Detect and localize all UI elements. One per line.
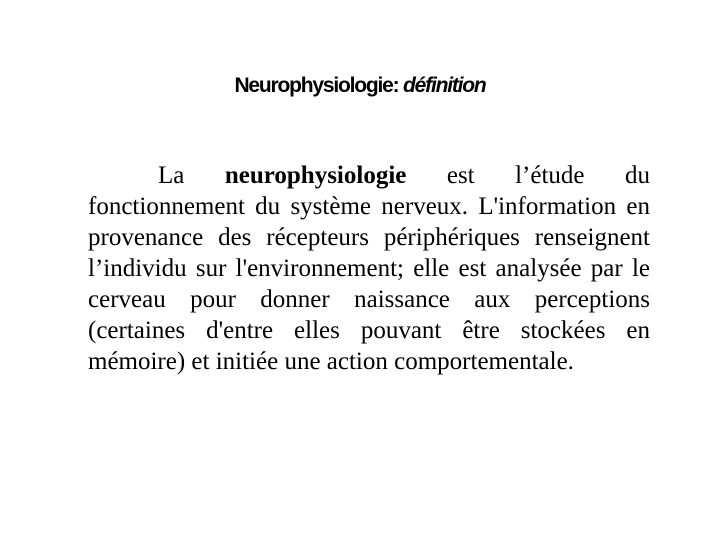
definition-paragraph bbox=[88, 160, 650, 377]
paragraph-term: neurophysiologie bbox=[224, 162, 407, 189]
slide-title bbox=[0, 74, 720, 98]
title-main: Neurophysiologie: bbox=[234, 74, 404, 97]
paragraph-intro: La bbox=[158, 162, 225, 189]
title-emphasis: définition bbox=[403, 74, 486, 97]
paragraph-rest: est l’étude du fonctionnement du système nerveux. L'information en provenance des récepteurs périphériques renseignent l’individu sur l'environnement; elle est analysée par le cerveau pour donner naissance aux perceptions (certaines d'entre elles pouvant être stockées en mémoire) et initiée une action comportementale. bbox=[88, 162, 650, 375]
